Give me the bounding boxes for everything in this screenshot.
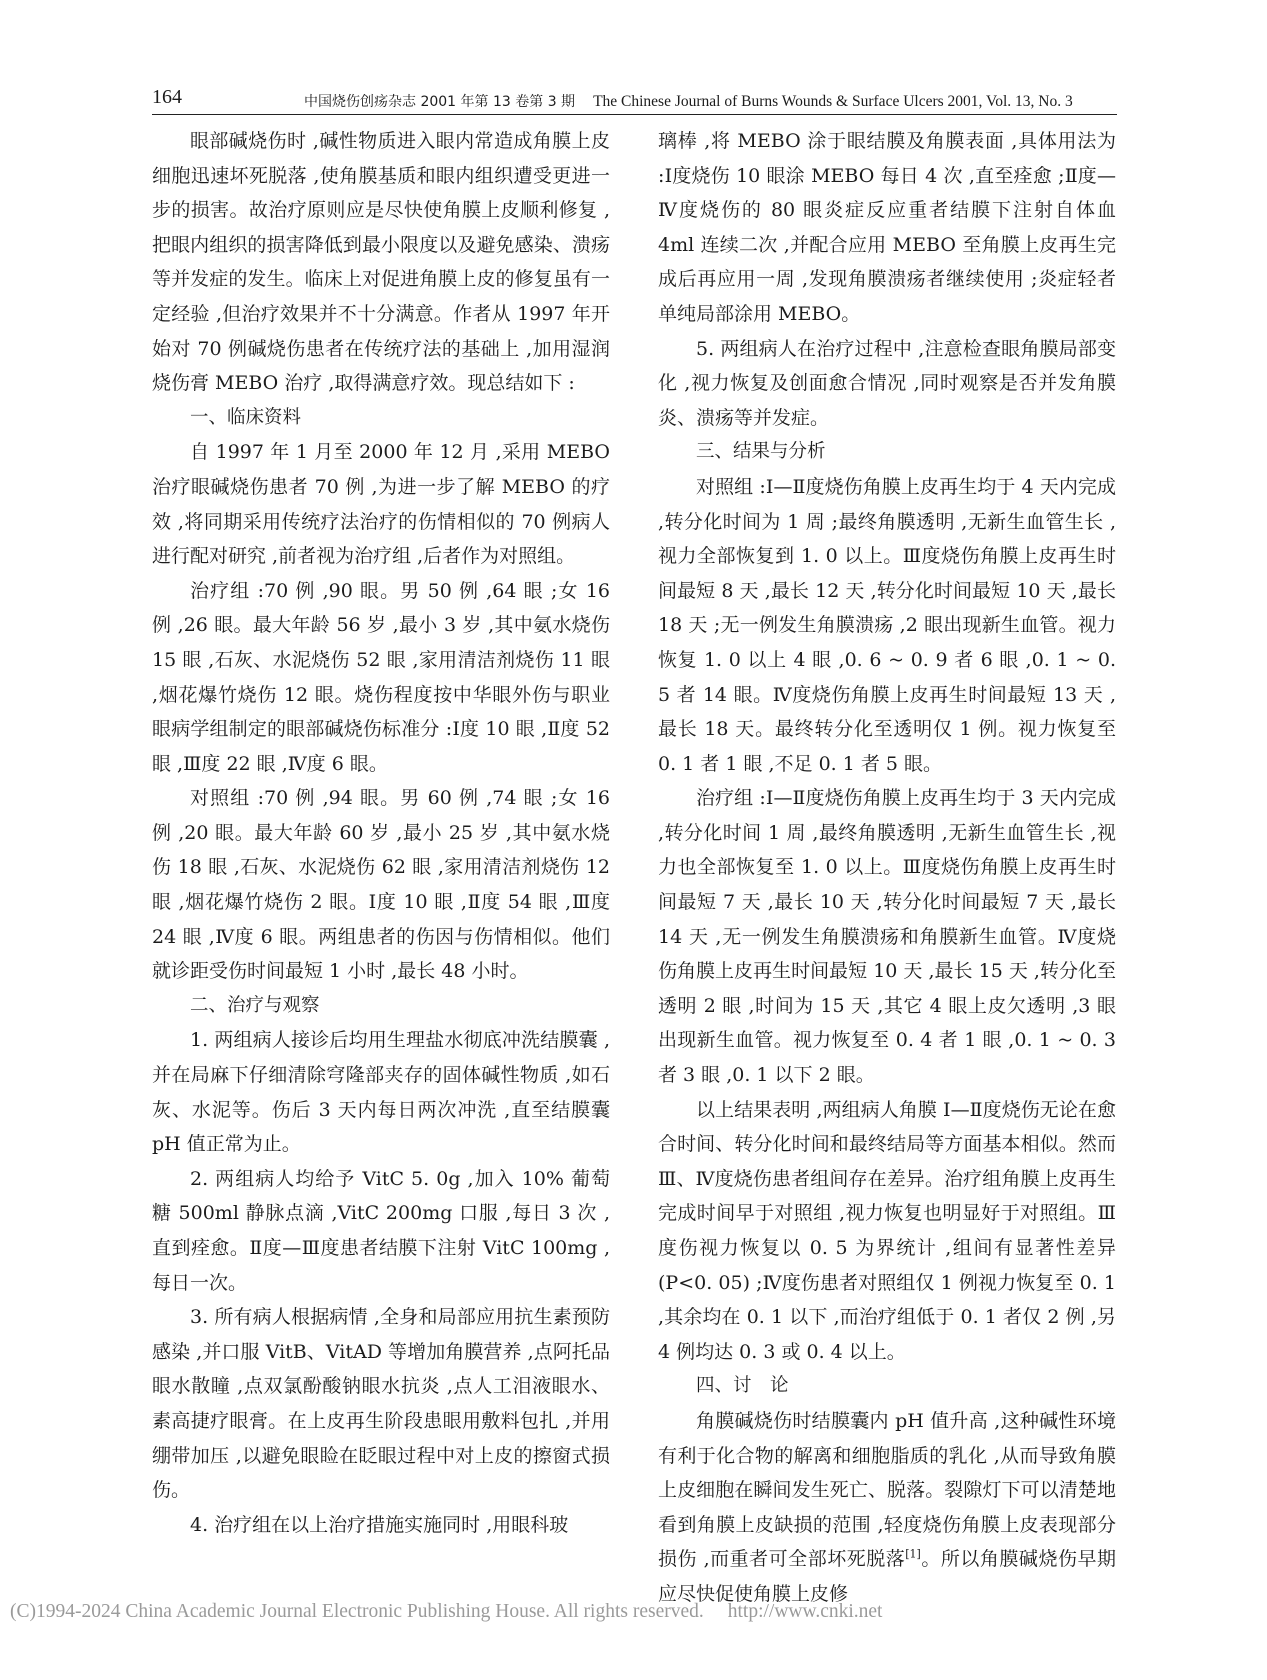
paragraph: 治疗组 :Ⅰ—Ⅱ度烧伤角膜上皮再生均于 3 天内完成 ,转分化时间 1 周 ,最终角膜透明 ,无新生血管生长 ,视力也全部恢复至 1. 0 以上。Ⅲ度烧伤角膜上皮再生时间最短 7 天 ,最长 10 天 ,转分化时间最短 7 天 ,最长 14 天 ,无一例发生角膜溃疡和角膜新生血管。Ⅳ度烧伤角膜上皮再生时间最短 10 天 ,最长 15 天 ,转分化至透明 2 眼 ,时间为 15 天 ,其它 4 眼上皮欠透明 ,3 眼出现新生血管。视力恢复至 0. 4 者 1 眼 ,0. 1 ~ 0. 3 者 3 眼 ,0. 1 以下 2 眼。 bbox=[658, 787, 1116, 1087]
journal-title-en: The Chinese Journal of Burns Wounds & Surface Ulcers 2001, Vol. 13, No. 3 bbox=[593, 93, 1073, 110]
header-rule bbox=[152, 114, 1117, 115]
paragraph: 4. 治疗组在以上治疗措施实施同时 ,用眼科玻 bbox=[190, 1513, 569, 1536]
running-header bbox=[152, 84, 1117, 114]
right-column bbox=[658, 124, 1116, 1612]
paragraph: 对照组 :Ⅰ—Ⅱ度烧伤角膜上皮再生均于 4 天内完成 ,转分化时间为 1 周 ;最终角膜透明 ,无新生血管生长 ,视力全部恢复到 1. 0 以上。Ⅲ度烧伤角膜上皮再生时间最短 8 天 ,最长 12 天 ,转分化时间最短 10 天 ,最长 18 天 ;无一例发生角膜溃疡 ,2 眼出现新生血管。视力恢复 1. 0 以上 4 眼 ,0. 6 ~ 0. 9 者 6 眼 ,0. 1 ~ 0. 5 者 14 眼。Ⅳ度烧伤角膜上皮再生时间最短 13 天 ,最长 18 天。最终转分化至透明仅 1 例。视力恢复至 0. 1 者 1 眼 ,不足 0. 1 者 5 眼。 bbox=[658, 475, 1116, 775]
intro-paragraph: 眼部碱烧伤时 ,碱性物质进入眼内常造成角膜上皮细胞迅速坏死脱落 ,使角膜基质和眼内组织遭受更进一步的损害。故治疗原则应是尽快使角膜上皮顺利修复 ,把眼内组织的损害降低到最小限度以及避免感染、溃疡等并发症的发生。临床上对促进角膜上皮的修复虽有一定经验 ,但治疗效果并不十分满意。作者从 1997 年开始对 70 例碱烧伤患者在传统疗法的基础上 ,加用湿润烧伤膏 MEBO 治疗 ,取得满意疗效。现总结如下 : bbox=[152, 130, 610, 395]
discussion-text-cont: 。所以角膜碱烧伤早期应尽快促使角膜上皮修 bbox=[658, 1548, 1116, 1605]
copyright-footer bbox=[10, 1601, 1050, 1623]
paragraph: 以上结果表明 ,两组病人角膜 Ⅰ—Ⅱ度烧伤无论在愈合时间、转分化时间和最终结局等方面基本相似。然而Ⅲ、Ⅳ度烧伤患者组间存在差异。治疗组角膜上皮再生完成时间早于对照组 ,视力恢复也明显好于对照组。Ⅲ度伤视力恢复以 0. 5 为界统计 ,组间有显著性差异(P<0. 05) ;Ⅳ度伤患者对照组仅 1 例视力恢复至 0. 1 ,其余均在 0. 1 以下 ,而治疗组低于 0. 1 者仅 2 例 ,另 4 例均达 0. 3 或 0. 4 以上。 bbox=[658, 1098, 1116, 1363]
journal-title-cn: 中国烧伤创疡杂志 2001 年第 13 卷第 3 期 bbox=[304, 94, 576, 110]
section-heading-clinical-data: 一、临床资料 bbox=[190, 406, 302, 428]
paragraph bbox=[658, 1404, 1116, 1612]
journal-citation bbox=[304, 91, 1073, 111]
copyright-text: (C)1994-2024 China Academic Journal Electronic Publishing House. All rights reserved. bbox=[10, 1601, 704, 1622]
paragraph: 3. 所有病人根据病情 ,全身和局部应用抗生素预防感染 ,并口服 VitB、VitAD 等增加角膜营养 ,点阿托品眼水散瞳 ,点双氯酚酸钠眼水抗炎 ,点人工泪液眼水、素高捷疗眼膏。在上皮再生阶段患眼用敷料包扎 ,并用绷带加压 ,以避免眼睑在眨眼过程中对上皮的擦窗式损伤。 bbox=[152, 1306, 610, 1502]
paragraph: 对照组 :70 例 ,94 眼。男 60 例 ,74 眼 ;女 16 例 ,20 眼。最大年龄 60 岁 ,最小 25 岁 ,其中氨水烧伤 18 眼 ,石灰、水泥烧伤 62 眼 ,家用清洁剂烧伤 12 眼 ,烟花爆竹烧伤 2 眼。Ⅰ度 10 眼 ,Ⅱ度 54 眼 ,Ⅲ度 24 眼 ,Ⅳ度 6 眼。两组患者的伤因与伤情相似。他们就诊距受伤时间最短 1 小时 ,最长 48 小时。 bbox=[152, 787, 610, 983]
section-heading-discussion: 四、讨 论 bbox=[696, 1375, 789, 1397]
paragraph-continued: 璃棒 ,将 MEBO 涂于眼结膜及角膜表面 ,具体用法为 :Ⅰ度烧伤 10 眼涂 MEBO 每日 4 次 ,直至痊愈 ;Ⅱ度—Ⅳ度烧伤的 80 眼炎症反应重者结膜下注射自体血 4ml 连续二次 ,并配合应用 MEBO 至角膜上皮再生完成后再应用一周 ,发现角膜溃疡者继续使用 ;炎症轻者单纯局部涂用 MEBO。 bbox=[658, 130, 1116, 325]
paragraph: 治疗组 :70 例 ,90 眼。男 50 例 ,64 眼 ;女 16 例 ,26 眼。最大年龄 56 岁 ,最小 3 岁 ,其中氨水烧伤 15 眼 ,石灰、水泥烧伤 52 眼 ,家用清洁剂烧伤 11 眼 ,烟花爆竹烧伤 12 眼。烧伤程度按中华眼外伤与职业眼病学组制定的眼部碱烧伤标准分 :Ⅰ度 10 眼 ,Ⅱ度 52 眼 ,Ⅲ度 22 眼 ,Ⅳ度 6 眼。 bbox=[152, 579, 610, 775]
paragraph: 自 1997 年 1 月至 2000 年 12 月 ,采用 MEBO 治疗眼碱烧伤患者 70 例 ,为进一步了解 MEBO 的疗效 ,将同期采用传统疗法治疗的伤情相似的 70 例病人进行配对研究 ,前者视为治疗组 ,后者作为对照组。 bbox=[152, 441, 610, 568]
paragraph: 2. 两组病人均给予 VitC 5. 0g ,加入 10% 葡萄糖 500ml 静脉点滴 ,VitC 200mg 口服 ,每日 3 次 ,直到痊愈。Ⅱ度—Ⅲ度患者结膜下注射 VitC 100mg ,每日一次。 bbox=[152, 1167, 610, 1294]
left-column bbox=[152, 124, 610, 1542]
section-heading-treatment: 二、治疗与观察 bbox=[190, 994, 320, 1016]
citation-ref[interactable]: [1] bbox=[905, 1548, 921, 1562]
paragraph: 5. 两组病人在治疗过程中 ,注意检查眼角膜局部变化 ,视力恢复及创面愈合情况 ,同时观察是否并发角膜炎、溃疡等并发症。 bbox=[658, 337, 1116, 429]
cnki-link[interactable]: http://www.cnki.net bbox=[727, 1601, 883, 1622]
paragraph: 1. 两组病人接诊后均用生理盐水彻底冲洗结膜囊 ,并在局麻下仔细清除穹隆部夹存的固体碱性物质 ,如石灰、水泥等。伤后 3 天内每日两次冲洗 ,直至结膜囊 pH 值正常为止。 bbox=[152, 1029, 610, 1156]
page-number: 164 bbox=[152, 86, 182, 108]
discussion-text: 角膜碱烧伤时结膜囊内 pH 值升高 ,这种碱性环境有利于化合物的解离和细胞脂质的乳化 ,从而导致角膜上皮细胞在瞬间发生死亡、脱落。裂隙灯下可以清楚地看到角膜上皮缺损的范围 ,轻度烧伤角膜上皮表现部分损伤 ,而重者可全部坏死脱落 bbox=[658, 1409, 1116, 1571]
section-heading-results: 三、结果与分析 bbox=[696, 441, 826, 463]
